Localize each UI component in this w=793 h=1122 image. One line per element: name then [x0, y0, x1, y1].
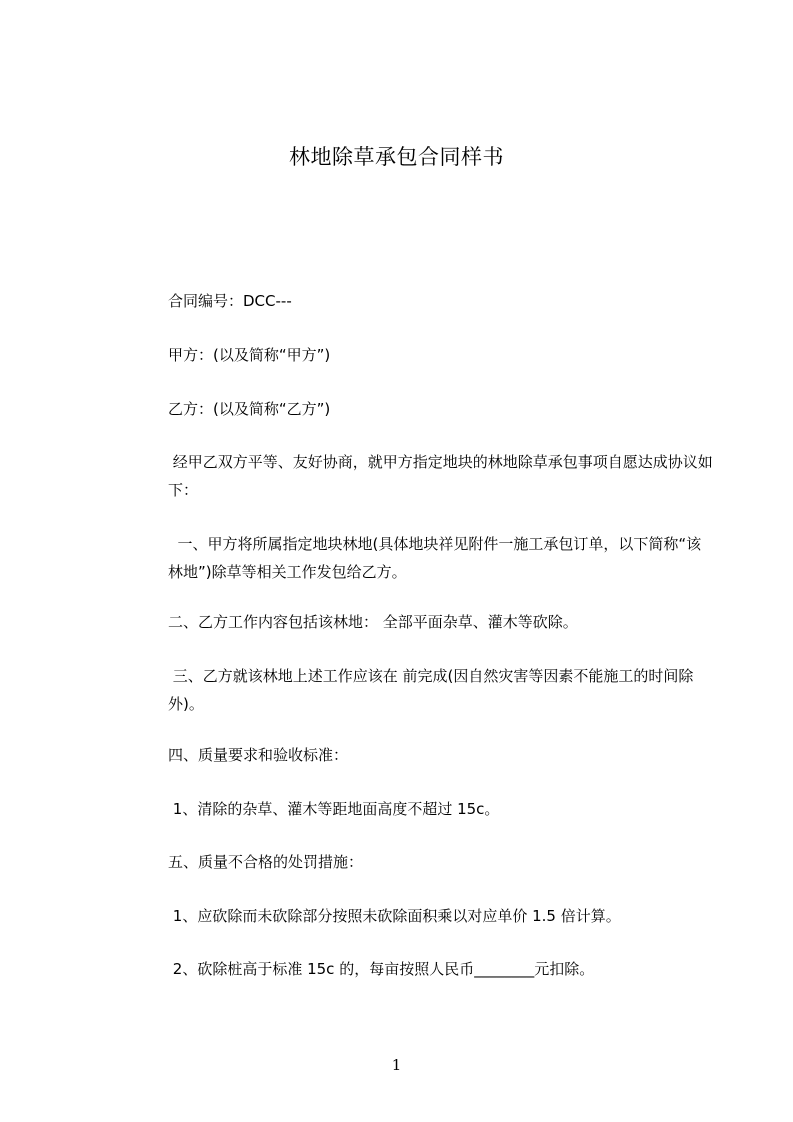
clause-1: 一、甲方将所属指定地块林地(具体地块祥见附件一施工承包订单，以下简称“该林地”)除草等相关工作发包给乙方。 [168, 535, 702, 581]
party-b: 乙方：(以及简称“乙方”) [168, 400, 331, 418]
clause-3: 三、乙方就该林地上述工作应该在 前完成(因自然灾害等因素不能施工的时间除外)。 [168, 667, 694, 713]
clause-5-item-1: 1、应砍除而未砍除部分按照未砍除面积乘以对应单价 1.5 倍计算。 [168, 907, 621, 925]
clause-5-heading: 五、质量不合格的处罚措施： [168, 853, 364, 871]
clause-4-heading: 四、质量要求和验收标准： [168, 746, 349, 764]
preamble-paragraph: 经甲乙双方平等、友好协商，就甲方指定地块的林地除草承包事项自愿达成协议如下： [168, 453, 713, 499]
page-number: 1 [391, 1056, 402, 1074]
contract-number: 合同编号：DCC--- [168, 292, 292, 310]
document-title: 林地除草承包合同样书 [289, 145, 504, 169]
party-a: 甲方：(以及简称“甲方”) [168, 346, 331, 364]
clause-4-item-1: 1、清除的杂草、灌木等距地面高度不超过 15c。 [168, 800, 500, 818]
clause-5-item-2: 2、砍除桩高于标准 15c 的，每亩按照人民币________元扣除。 [168, 960, 595, 978]
clause-2: 二、乙方工作内容包括该林地： 全部平面杂草、灌木等砍除。 [168, 613, 578, 631]
